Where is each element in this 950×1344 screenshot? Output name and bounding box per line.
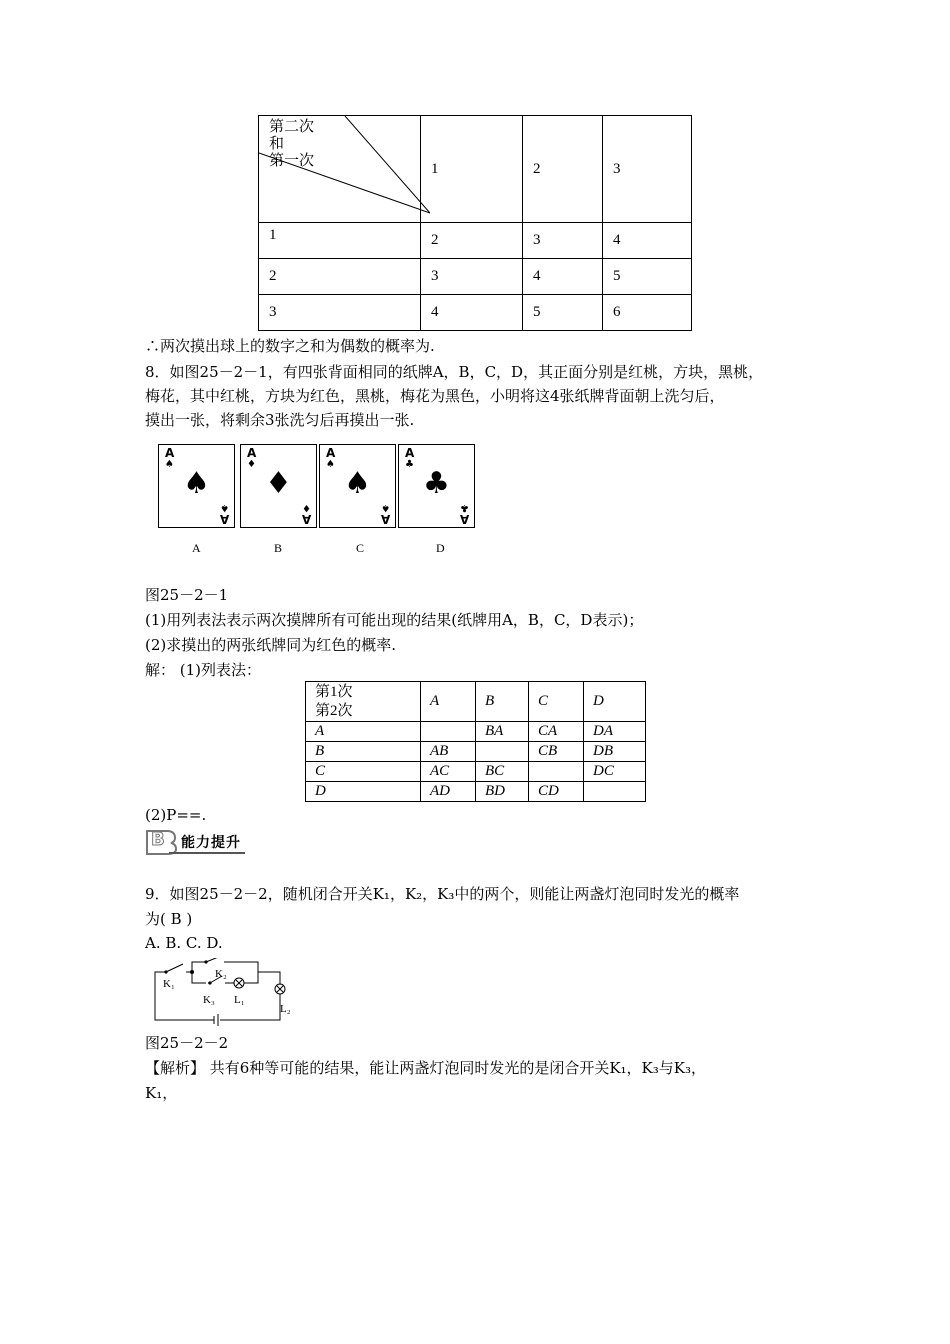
table-cell	[421, 722, 476, 742]
row-label: 3	[259, 295, 421, 331]
k1-label: K₁	[163, 978, 175, 990]
spade-icon: ♠	[381, 502, 390, 513]
spade-icon: ♠	[220, 502, 229, 513]
solution-label: 解： (1)列表法：	[145, 661, 262, 679]
spade-icon: ♠	[344, 466, 371, 501]
banner-title: 能力提升	[181, 835, 241, 851]
analysis-line2: K₁，	[145, 1084, 178, 1102]
table-cell: CA	[529, 722, 584, 742]
spade-icon: ♠	[165, 459, 174, 470]
col-header: 3	[603, 116, 692, 223]
l1-label: L₁	[234, 994, 245, 1006]
q9-line2: 为( B )	[145, 910, 193, 928]
table-cell: AB	[421, 742, 476, 762]
table-cell: DC	[584, 762, 646, 782]
club-icon: ♣	[423, 466, 450, 501]
table-cell: DA	[584, 722, 646, 742]
corner-first-draw: 第1次	[315, 683, 353, 700]
figure-caption: 图25－2－1	[145, 586, 229, 604]
card-label-c: C	[356, 541, 365, 555]
row-label: C	[306, 762, 421, 782]
table-cell: AC	[421, 762, 476, 782]
junction-node	[190, 970, 194, 974]
row-label: 1	[259, 223, 421, 259]
k2-label: K₂	[215, 968, 227, 980]
diamond-icon: ♦	[247, 459, 256, 470]
table-cell: 4	[603, 223, 692, 259]
card-a	[158, 444, 235, 528]
col-header: B	[476, 682, 529, 722]
k3-label: K₃	[203, 994, 215, 1006]
col-header: 2	[523, 116, 603, 223]
table-cell: 2	[421, 223, 523, 259]
table-cell: CD	[529, 782, 584, 802]
table-cell: 4	[421, 295, 523, 331]
card-rank: A	[165, 446, 175, 460]
card-rank: A	[301, 512, 311, 526]
col-header: D	[584, 682, 646, 722]
q9-options: A. B. C. D.	[145, 934, 223, 952]
table-cell: BC	[476, 762, 529, 782]
corner-and: 和	[269, 136, 285, 152]
figure-caption: 图25－2－2	[145, 1034, 229, 1052]
row-label: 2	[259, 259, 421, 295]
card-label-d: D	[436, 541, 445, 555]
q8-part2: (2)求摸出的两张纸牌同为红色的概率.	[145, 636, 397, 654]
club-icon: ♣	[460, 502, 469, 513]
table-cell	[476, 742, 529, 762]
q8-line1: 8．如图25－2－1，有四张背面相同的纸牌A，B，C，D，其正面分别是红桃，方块，黑桃，	[145, 363, 764, 381]
table-cell: AD	[421, 782, 476, 802]
corner-second-draw: 第2次	[315, 702, 353, 719]
card-rank: A	[326, 446, 336, 460]
table-cell	[529, 762, 584, 782]
circuit-diagram	[150, 958, 300, 1026]
switch-node	[164, 970, 167, 973]
card-label-b: B	[274, 541, 283, 555]
table-cell: CB	[529, 742, 584, 762]
col-header: 1	[421, 116, 523, 223]
diamond-icon: ♦	[302, 502, 311, 513]
sum-table-corner	[259, 116, 421, 223]
row-label: B	[306, 742, 421, 762]
table-cell: 5	[523, 295, 603, 331]
card-d	[398, 444, 475, 528]
section-banner	[145, 828, 247, 856]
banner-letter: B	[151, 829, 165, 850]
switch-node	[208, 981, 211, 984]
card-rank: A	[247, 446, 257, 460]
diamond-icon: ♦	[265, 466, 292, 501]
q8-line2: 梅花，其中红桃，方块为红色，黑桃，梅花为黑色，小明将这4张纸牌背面朝上洗匀后，	[145, 387, 725, 405]
q8-answer: (2)P==.	[145, 806, 207, 824]
q7-conclusion: ∴两次摸出球上的数字之和为偶数的概率为.	[145, 337, 435, 355]
table-cell: 5	[603, 259, 692, 295]
analysis-line1: 【解析】 共有6种等可能的结果，能让两盏灯泡同时发光的是闭合开关K₁，K₃与K₃，	[145, 1059, 706, 1077]
club-icon: ♣	[405, 459, 414, 470]
table-cell: 3	[523, 223, 603, 259]
switch-node	[204, 960, 207, 963]
table-cell: 3	[421, 259, 523, 295]
row-label: D	[306, 782, 421, 802]
card-rank: A	[380, 512, 390, 526]
table-cell: 4	[523, 259, 603, 295]
card-label-a: A	[192, 541, 201, 555]
col-header: A	[421, 682, 476, 722]
spade-icon: ♠	[326, 459, 335, 470]
col-header: C	[529, 682, 584, 722]
card-table-corner	[306, 682, 421, 722]
spade-icon: ♠	[183, 466, 210, 501]
q8-part1: (1)用列表法表示两次摸牌所有可能出现的结果(纸牌用A，B，C，D表示)；	[145, 611, 644, 629]
card-c	[319, 444, 396, 528]
card-b	[240, 444, 317, 528]
card-rank: A	[459, 512, 469, 526]
q8-line3: 摸出一张，将剩余3张洗匀后再摸出一张.	[145, 411, 415, 429]
row-label: A	[306, 722, 421, 742]
card-rank: A	[405, 446, 415, 460]
q9-line1: 9．如图25－2－2，随机闭合开关K₁，K₂，K₃中的两个，则能让两盏灯泡同时发光的概率	[145, 885, 740, 903]
card-rank: A	[219, 512, 229, 526]
l2-label: L₂	[280, 1003, 291, 1015]
table-cell: DB	[584, 742, 646, 762]
table-cell: BD	[476, 782, 529, 802]
corner-second: 第二次	[269, 119, 315, 135]
table-cell: 6	[603, 295, 692, 331]
table-cell	[584, 782, 646, 802]
corner-first: 第一次	[269, 153, 315, 169]
table-cell: BA	[476, 722, 529, 742]
